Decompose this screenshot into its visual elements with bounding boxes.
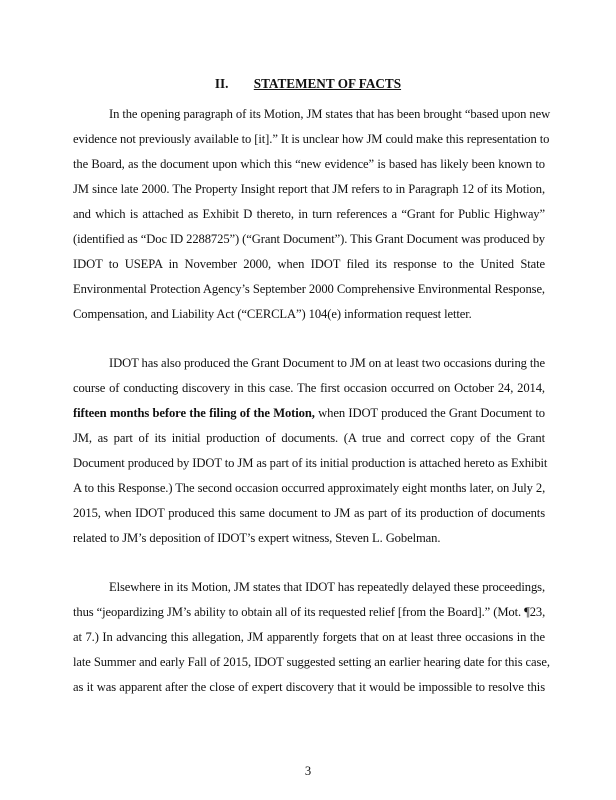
paragraph-1-line: IDOT to USEPA in November 2000, when IDOT filed its response to the United State — [73, 257, 545, 271]
paragraph-2-line: 2015, when IDOT produced this same document to JM as part of its production of documents — [73, 506, 545, 520]
paragraph-2-line: related to JM’s deposition of IDOT’s expert witness, Steven L. Gobelman. — [73, 531, 441, 545]
paragraph-2-line: JM, as part of its initial production of documents. (A true and correct copy of the Grant — [73, 431, 545, 445]
paragraph-3-line: at 7.) In advancing this allegation, JM apparently forgets that on at least three occasions in the — [73, 630, 545, 644]
paragraph-3-line: as it was apparent after the close of expert discovery that it would be impossible to resolve this — [73, 680, 545, 694]
paragraph-1-line: JM since late 2000. The Property Insight report that JM refers to in Paragraph 12 of its Motion, — [73, 182, 545, 196]
paragraph-2-line: Document produced by IDOT to JM as part of its initial production is attached hereto as Exhibit — [73, 456, 548, 470]
emphasis-text: fifteen months before the filing of the Motion, — [73, 406, 315, 420]
section-number: II. — [214, 76, 229, 91]
paragraph-2-line: A to this Response.) The second occasion occurred approximately eight months later, on July 2, — [73, 481, 546, 495]
section-title: STATEMENT OF FACTS — [253, 76, 402, 91]
paragraph-3-line: Elsewhere in its Motion, JM states that IDOT has repeatedly delayed these proceedings, — [109, 580, 545, 594]
paragraph-1-line: the Board, as the document upon which this “new evidence” is based has likely been known to — [73, 157, 545, 171]
line-text: when IDOT produced the Grant Document to — [314, 406, 545, 420]
paragraph-1-line: Environmental Protection Agency’s September 2000 Comprehensive Environmental Response, — [73, 282, 545, 296]
paragraph-2-line: IDOT has also produced the Grant Document to JM on at least two occasions during the — [109, 356, 545, 370]
paragraph-1-line: (identified as “Doc ID 2288725”) (“Grant Document”). This Grant Document was produced by — [73, 232, 545, 246]
page-number: 3 — [304, 764, 312, 778]
paragraph-1-line: Compensation, and Liability Act (“CERCLA”) 104(e) information request letter. — [73, 307, 472, 321]
paragraph-3-line: late Summer and early Fall of 2015, IDOT suggested setting an earlier hearing date for this case, — [73, 655, 550, 669]
section-heading — [0, 76, 616, 92]
paragraph-3-line: thus “jeopardizing JM’s ability to obtain all of its requested relief [from the Board].” (Mot. ¶23, — [73, 605, 546, 619]
paragraph-2-line: course of conducting discovery in this case. The first occasion occurred on October 24, 2014, — [73, 381, 545, 395]
paragraph-1-line: and which is attached as Exhibit D thereto, in turn references a “Grant for Public Highway” — [73, 207, 545, 221]
paragraph-2-line — [73, 405, 545, 421]
paragraph-1-line: In the opening paragraph of its Motion, JM states that has been brought “based upon new — [109, 107, 551, 121]
paragraph-1-line: evidence not previously available to [it].” It is unclear how JM could make this representation to — [73, 132, 550, 146]
